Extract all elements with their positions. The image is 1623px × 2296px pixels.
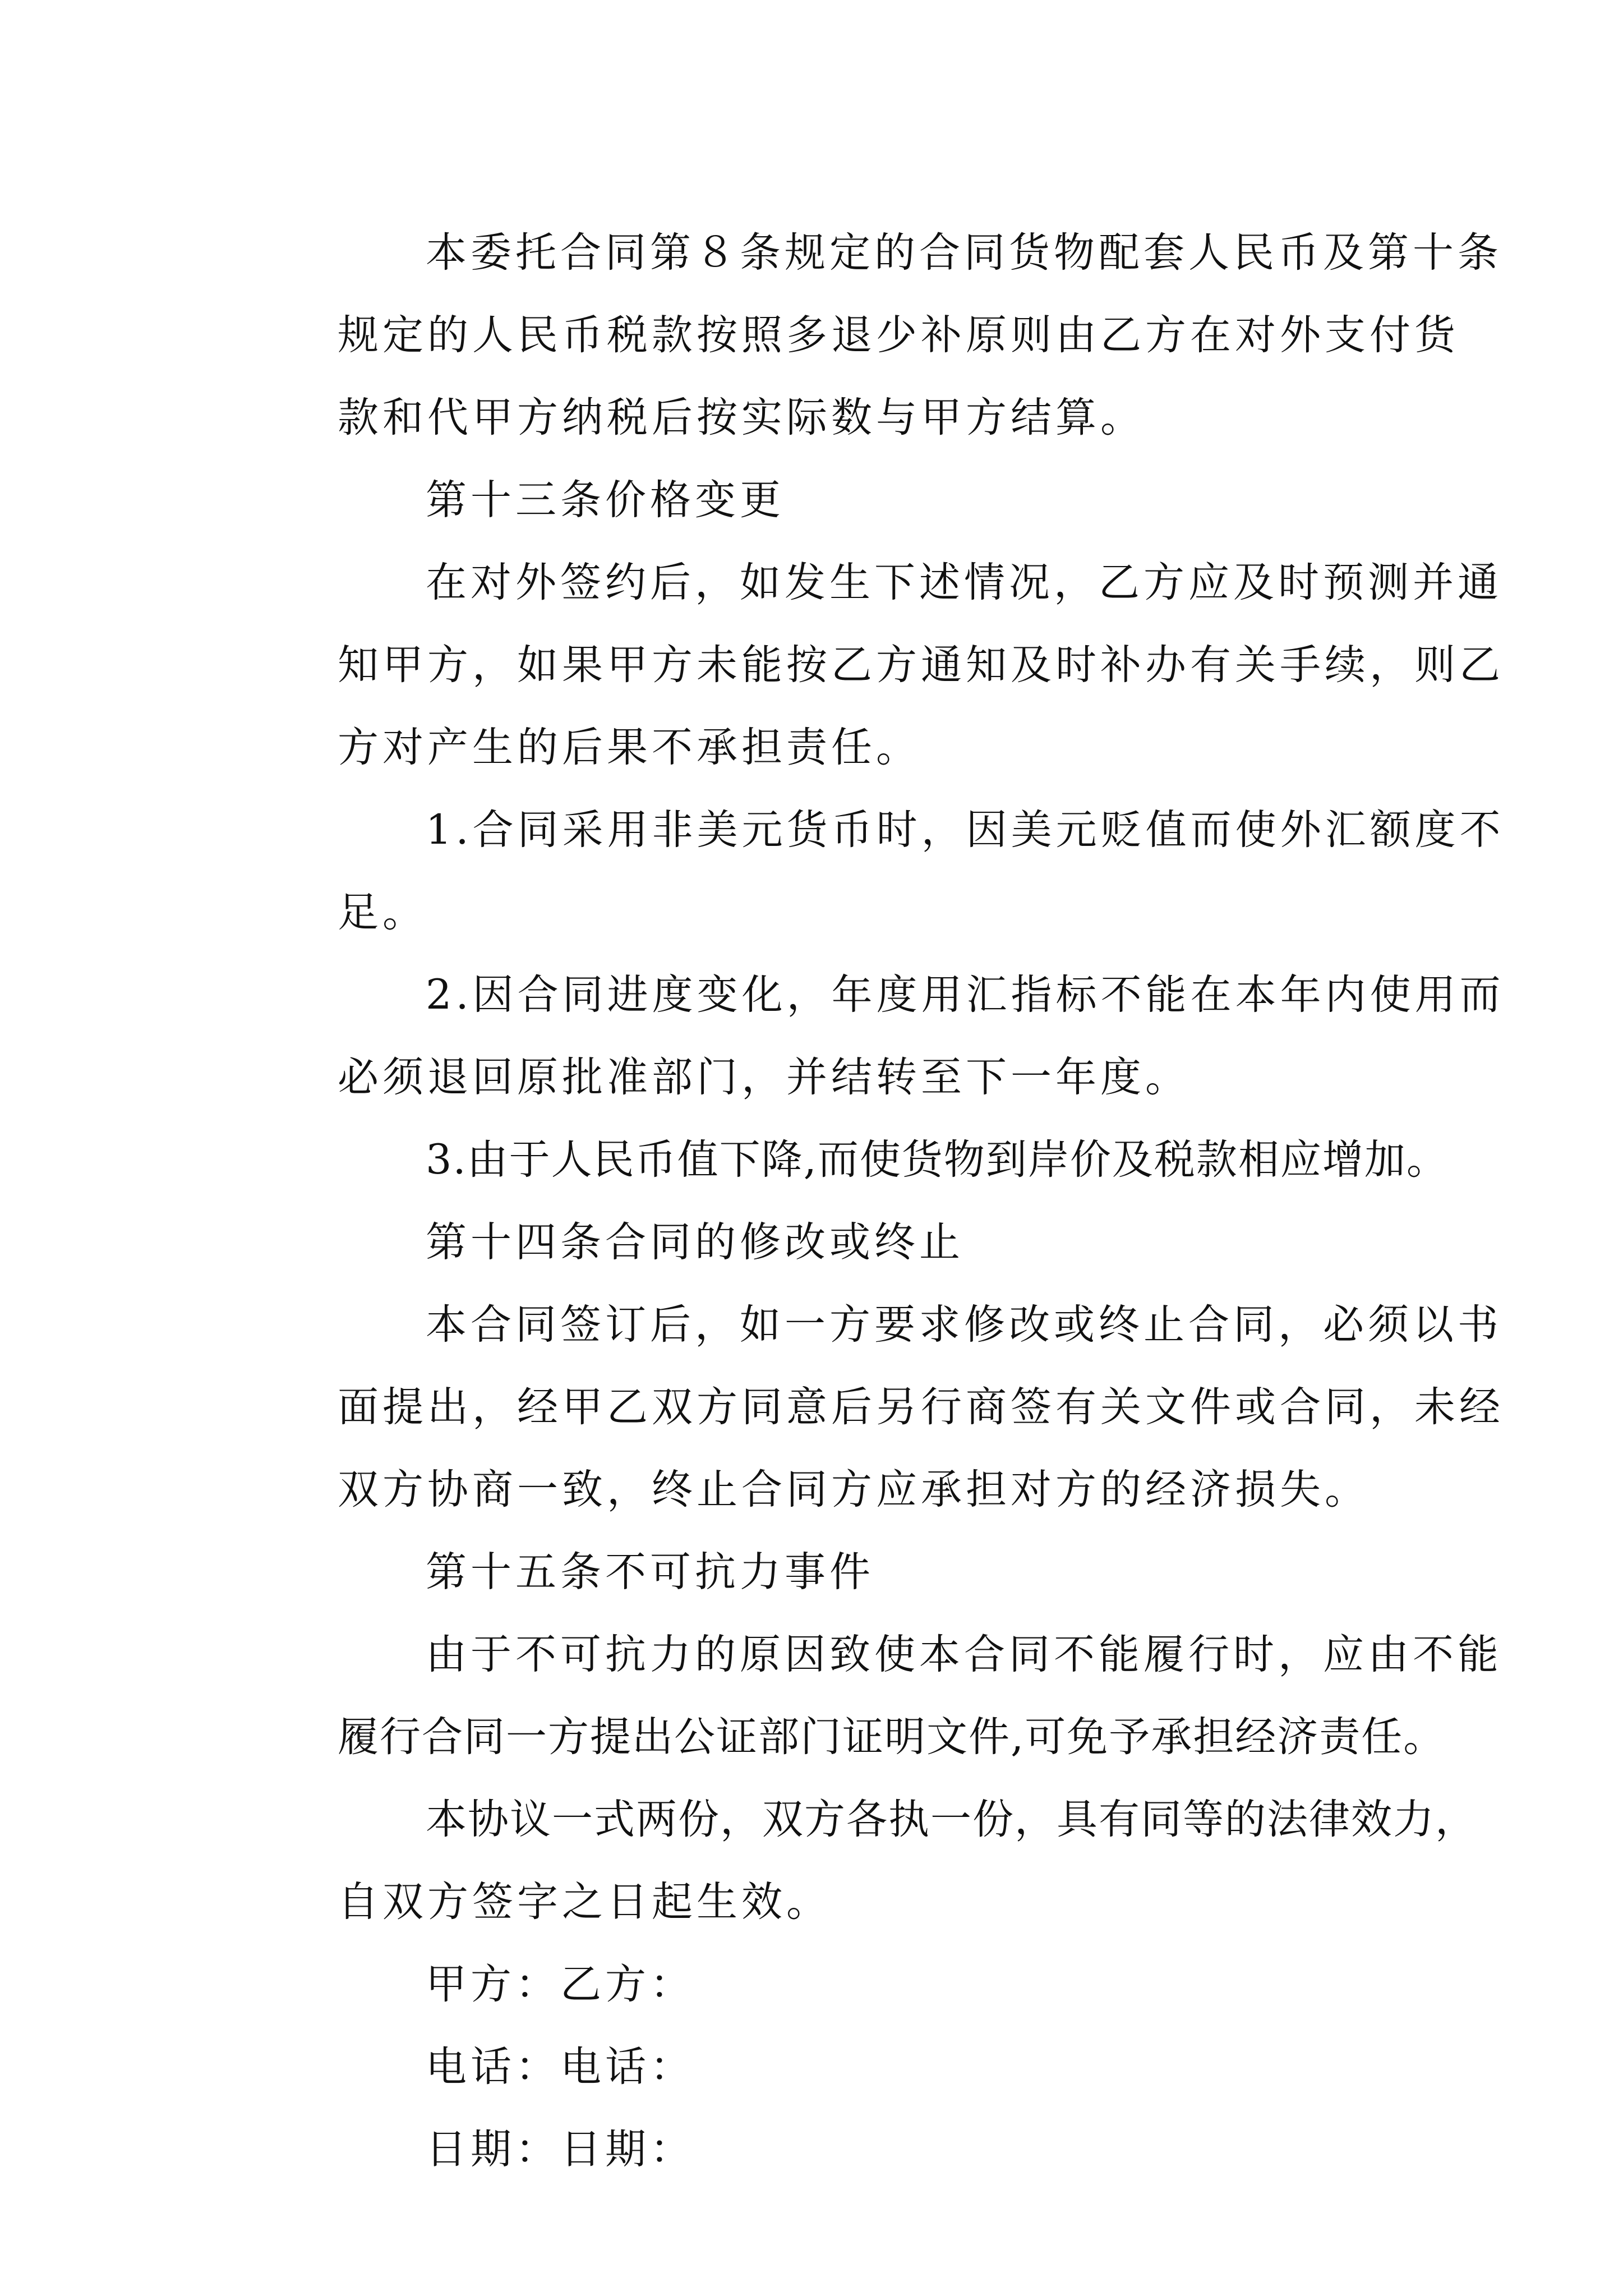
signature-line-date: 日期：日期： bbox=[426, 2125, 695, 2173]
text-line: 双方协商一致，终止合同方应承担对方的经济损失。 bbox=[338, 1466, 1370, 1513]
paragraph-effectiveness bbox=[250, 1778, 1477, 1943]
paragraph-price-change bbox=[250, 541, 1504, 789]
text-line: 面提出，经甲乙双方同意后另行商签有关文件或合同，未经 bbox=[338, 1383, 1504, 1431]
text-line: 自双方签字之日起生效。 bbox=[338, 1878, 831, 1926]
heading-article-14 bbox=[250, 1201, 1377, 1283]
text-line: 3.由于人民币值下降,而使货物到岸价及税款相应增加。 bbox=[426, 1136, 1449, 1184]
paragraph-modification bbox=[250, 1283, 1504, 1531]
section-heading: 第十五条不可抗力事件 bbox=[426, 1548, 874, 1596]
signature-parties bbox=[250, 1943, 1377, 2026]
signature-phone bbox=[250, 2026, 1377, 2108]
text-line: 由于不可抗力的原因致使本合同不能履行时，应由不能 bbox=[426, 1631, 1502, 1678]
paragraph-settlement bbox=[250, 211, 1502, 459]
signature-line-phone: 电话：电话： bbox=[426, 2043, 695, 2091]
text-line: 规定的人民币税款按照多退少补原则由乙方在对外支付货 bbox=[338, 311, 1459, 359]
heading-article-13 bbox=[250, 459, 1377, 541]
heading-article-15 bbox=[250, 1531, 1377, 1613]
section-heading: 第十三条价格变更 bbox=[426, 476, 785, 524]
text-line: 方对产生的后果不承担责任。 bbox=[338, 724, 921, 771]
text-line: 知甲方，如果甲方未能按乙方通知及时补办有关手续，则乙 bbox=[338, 641, 1504, 689]
text-line: 2.因合同进度变化，年度用汇指标不能在本年内使用而 bbox=[426, 971, 1505, 1019]
text-line: 履行合同一方提出公证部门证明文件,可免予承担经济责任。 bbox=[338, 1713, 1446, 1761]
document-body bbox=[250, 211, 1505, 2191]
text-line: 本合同签订后，如一方要求修改或终止合同，必须以书 bbox=[426, 1301, 1502, 1349]
section-heading: 第十四条合同的修改或终止 bbox=[426, 1218, 964, 1266]
text-line: 本委托合同第８条规定的合同货物配套人民币及第十条 bbox=[426, 229, 1502, 277]
signature-line-parties: 甲方：乙方： bbox=[426, 1961, 695, 2008]
list-item-2 bbox=[250, 954, 1505, 1119]
text-line: 1.合同采用非美元货币时，因美元贬值而使外汇额度不 bbox=[426, 806, 1505, 854]
paragraph-force-majeure bbox=[250, 1613, 1502, 1778]
list-item-3 bbox=[250, 1119, 1449, 1201]
text-line: 必须退回原批准部门，并结转至下一年度。 bbox=[338, 1053, 1190, 1101]
text-line: 本协议一式两份，双方各执一份，具有同等的法律效力， bbox=[426, 1796, 1477, 1843]
signature-date bbox=[250, 2108, 1377, 2191]
text-line: 款和代甲方纳税后按实际数与甲方结算。 bbox=[338, 394, 1145, 441]
text-line: 在对外签约后，如发生下述情况，乙方应及时预测并通 bbox=[426, 559, 1502, 606]
list-item-1 bbox=[250, 789, 1505, 954]
text-line: 足。 bbox=[338, 889, 427, 936]
